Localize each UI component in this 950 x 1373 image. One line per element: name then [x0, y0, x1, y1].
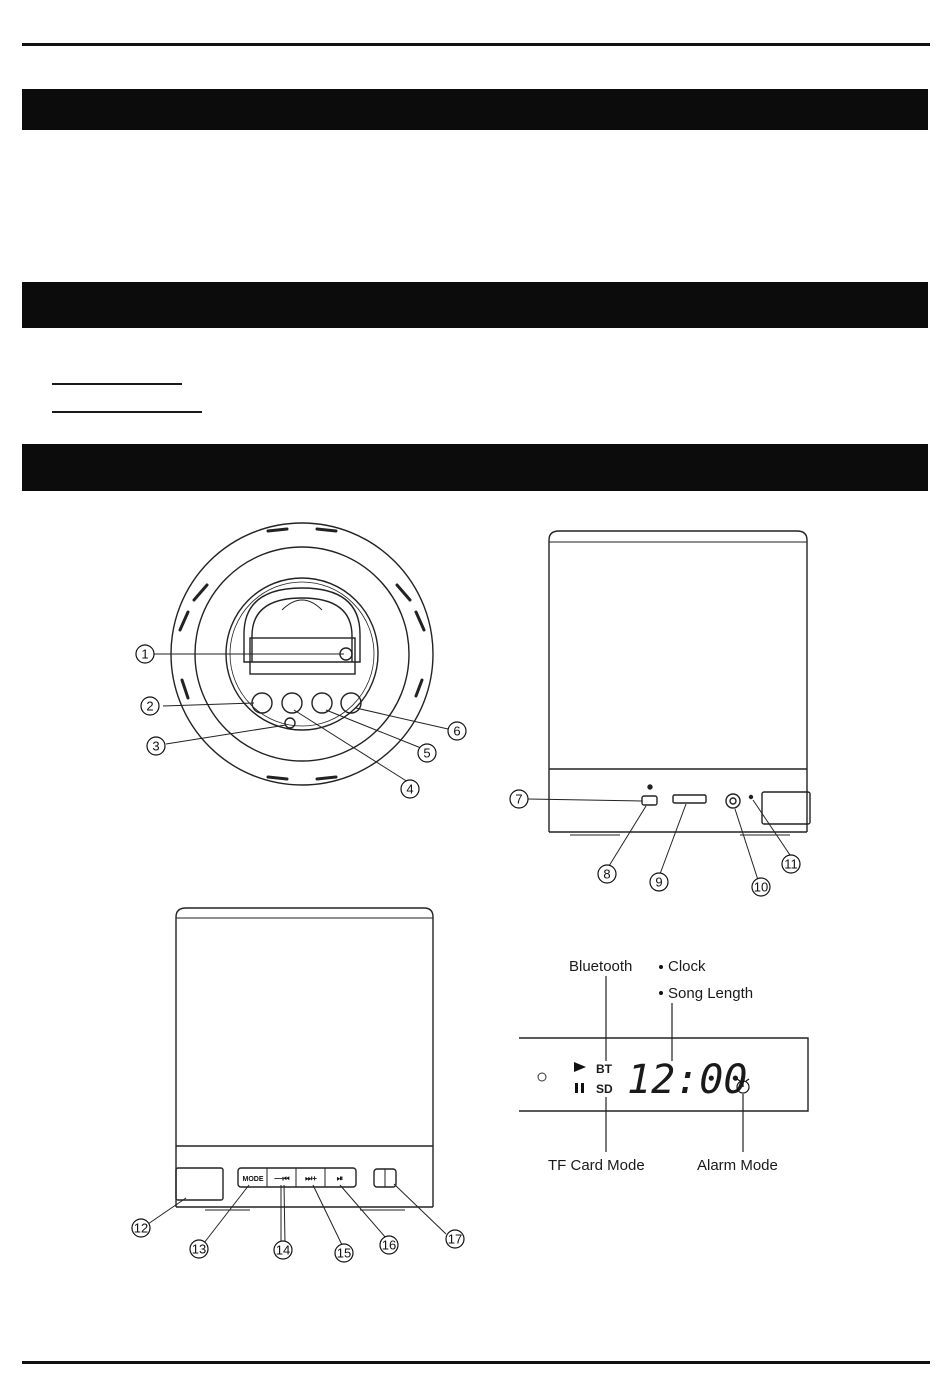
aux-jack-icon	[726, 794, 740, 808]
callout-10	[752, 878, 770, 896]
svg-text:17: 17	[447, 1231, 463, 1247]
display-bt-indicator: BT	[596, 1062, 612, 1076]
svg-text:5: 5	[423, 745, 431, 761]
callout-17	[446, 1230, 464, 1248]
pause-icon	[575, 1083, 584, 1093]
svg-text:6: 6	[453, 723, 461, 739]
bluetooth-label: Bluetooth	[569, 958, 633, 975]
svg-text:10: 10	[753, 879, 769, 895]
callout-16	[380, 1236, 398, 1254]
play-icon	[574, 1062, 586, 1072]
callout-4	[401, 780, 419, 798]
next-button-label: ⏭+	[305, 1174, 317, 1183]
svg-text:14: 14	[275, 1242, 291, 1258]
svg-text:13: 13	[191, 1241, 207, 1257]
callout-11	[782, 855, 800, 873]
callout-9	[650, 873, 668, 891]
power-icon	[642, 785, 657, 805]
svg-text:8: 8	[603, 866, 611, 882]
callout-14	[274, 1241, 292, 1259]
play-button-label: ⏯	[336, 1174, 344, 1183]
display-sd-indicator: SD	[596, 1082, 613, 1096]
svg-text:7: 7	[515, 791, 523, 807]
callout-13	[190, 1240, 208, 1258]
usb-port-icon	[673, 795, 706, 803]
callout-6	[448, 722, 466, 740]
top-view-diagram	[153, 523, 448, 785]
mode-button-label: MODE	[242, 1176, 264, 1183]
svg-text:2: 2	[146, 698, 154, 714]
back-view-diagram	[528, 531, 810, 880]
callout-1	[136, 645, 154, 663]
callout-7	[510, 790, 528, 808]
front-view-diagram	[148, 908, 446, 1247]
svg-text:9: 9	[655, 874, 663, 890]
callout-15	[335, 1244, 353, 1262]
svg-text:15: 15	[336, 1245, 352, 1261]
callout-8	[598, 865, 616, 883]
callout-5	[418, 744, 436, 762]
svg-text:12: 12	[133, 1220, 149, 1236]
tf-card-mode-label: TF Card Mode	[548, 1157, 645, 1174]
song-length-label: Song Length	[668, 985, 754, 1002]
prev-button-label: —⏮	[274, 1174, 290, 1183]
sd-slot-icon	[762, 792, 810, 824]
display-diagram	[519, 958, 808, 1174]
clock-label: Clock	[668, 958, 706, 975]
svg-text:11: 11	[784, 856, 798, 872]
svg-text:16: 16	[381, 1237, 397, 1253]
callout-3	[147, 737, 165, 755]
callout-12	[132, 1219, 150, 1237]
svg-text:1: 1	[141, 646, 149, 662]
alarm-mode-label: Alarm Mode	[697, 1157, 778, 1174]
callout-2	[141, 697, 159, 715]
svg-text:4: 4	[406, 781, 414, 797]
svg-text:3: 3	[152, 738, 160, 754]
display-time: 12:00	[627, 1057, 748, 1103]
